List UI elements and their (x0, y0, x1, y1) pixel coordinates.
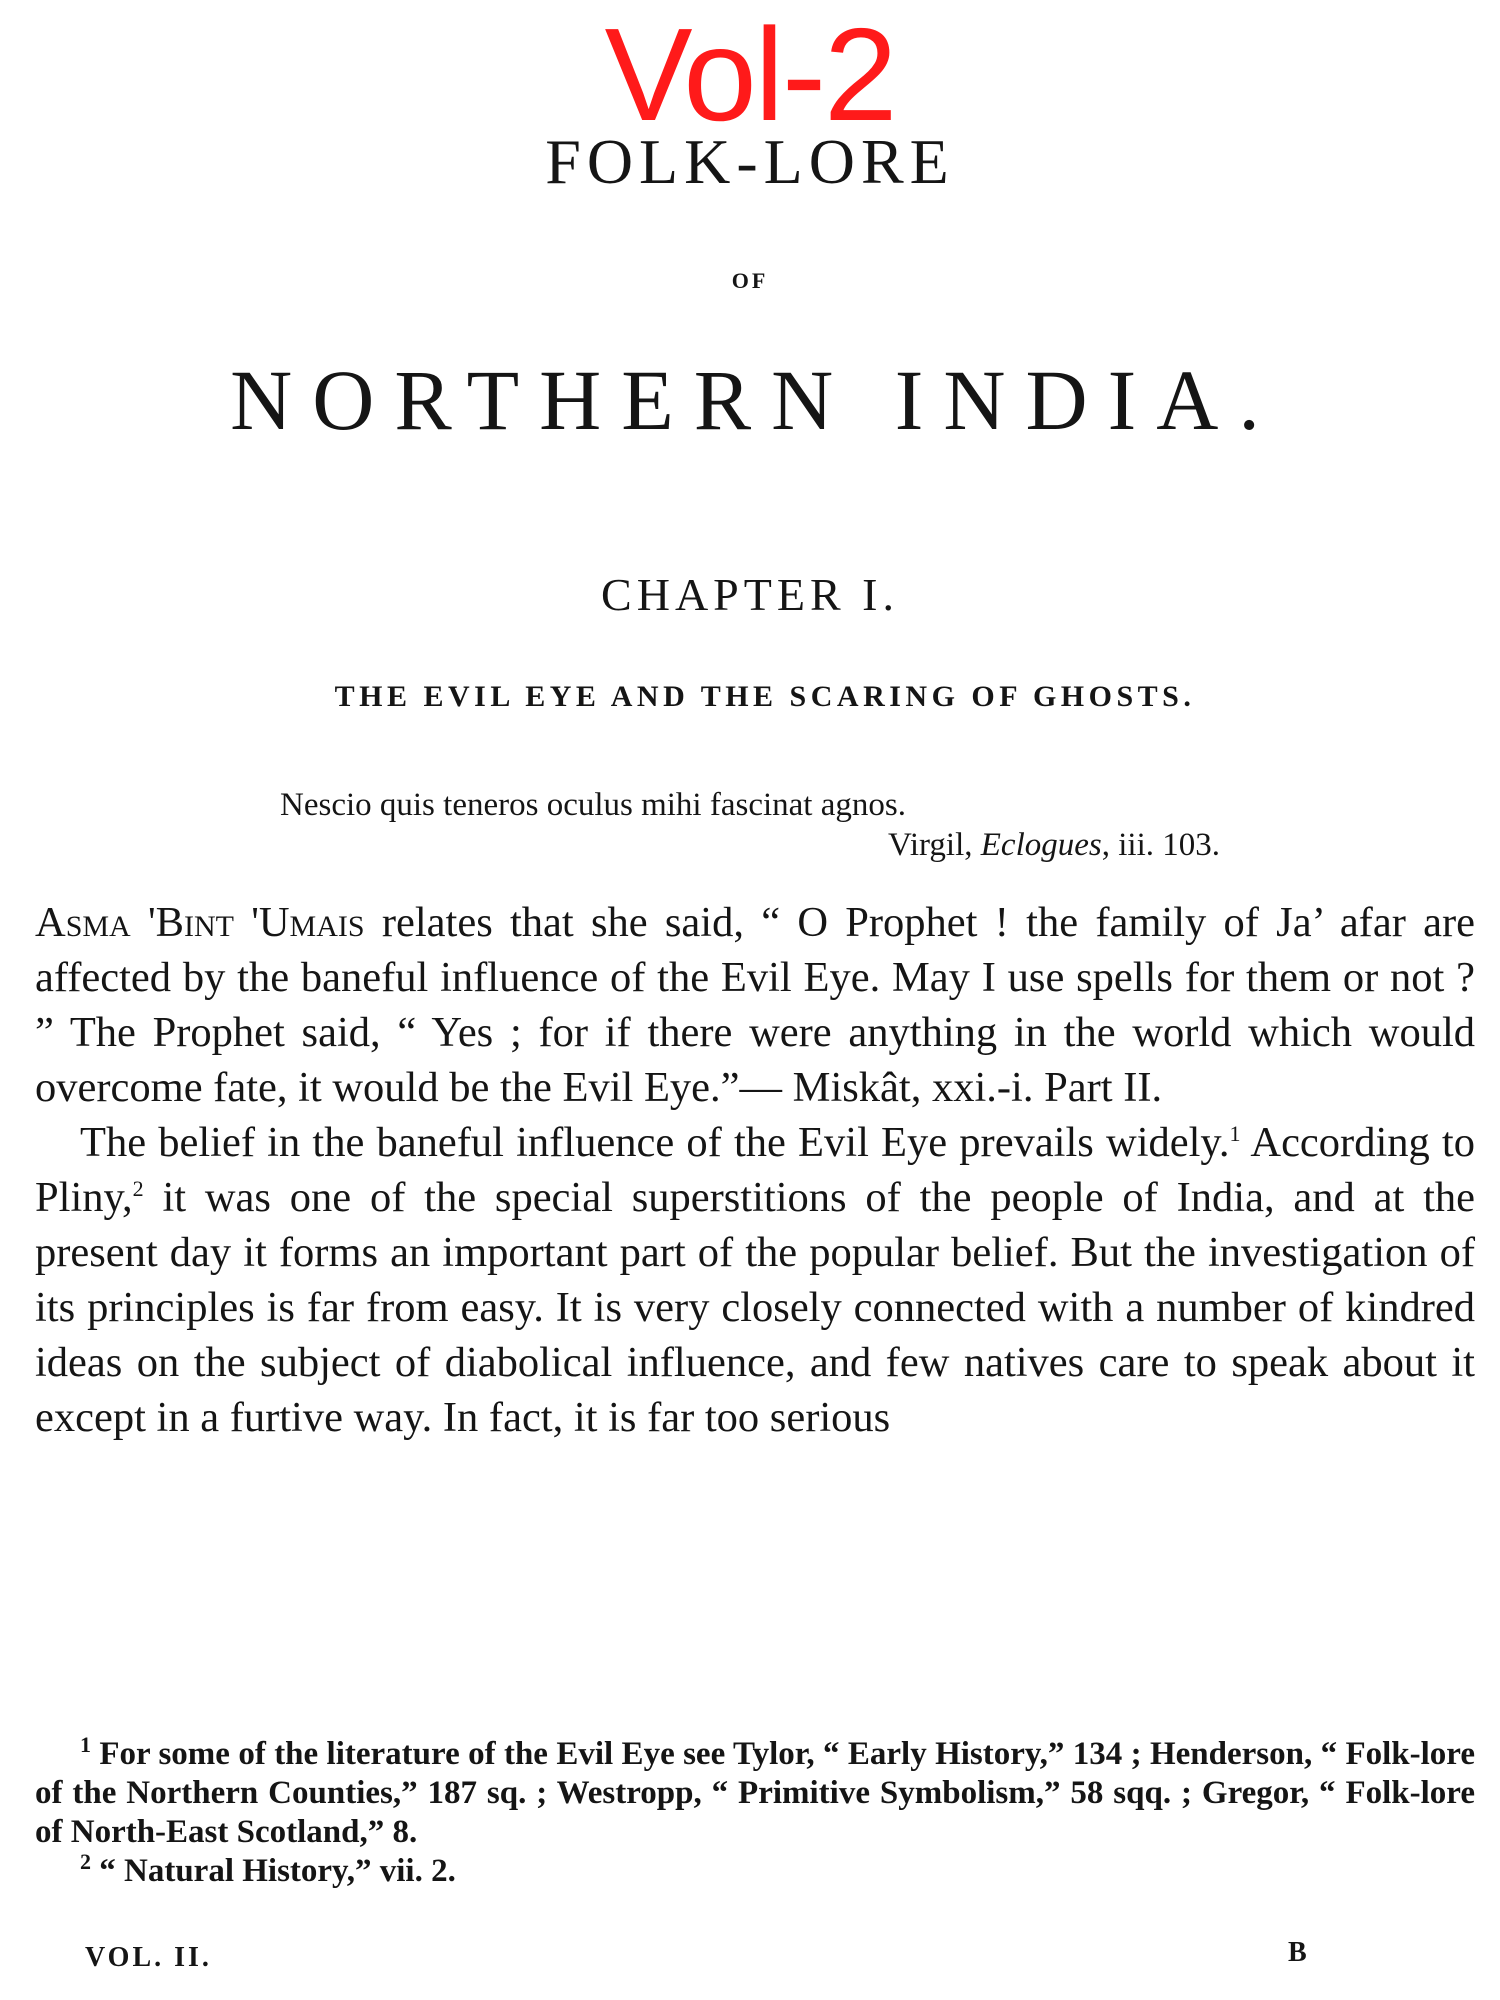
footnote-2-text: “ Natural History,” vii. 2. (91, 1853, 456, 1889)
footnote-1 (35, 1732, 1475, 1852)
epigraph-attribution (280, 825, 1230, 865)
book-title-of: OF (731, 268, 769, 293)
epigraph (280, 785, 1230, 865)
footnote-2-mark: 2 (80, 1849, 91, 1874)
footnote-1-text: For some of the literature of the Evil Eye see Tylor, “ Early History,” 134 ; Henderson, “ Folk-lore of the Northern Counties,” 187 sq. ; Westropp, “ Primitive Symbolism,” 58 sqq. ; Gregor, “ Folk-lore of North-East Scotland,” 8. (35, 1736, 1475, 1850)
volume-tag: Vol-2 (604, 1, 896, 148)
footnote-ref-1: 1 (1229, 1120, 1241, 1146)
epigraph-work: Eclogues (980, 827, 1102, 863)
paragraph-1-text: relates that she said, “ O Prophet ! the family of Ja’ afar are affected by the baneful influence of the Evil Eye. May I use spells for them or not ? ” The Prophet said, “ Yes ; for if there were anything in the world which would overcome fate, it would be the Evil Eye.”— Miskât, xxi.-i. Part II. (35, 899, 1475, 1111)
footnotes (35, 1732, 1475, 1891)
footnote-1-mark: 1 (80, 1732, 91, 1757)
paragraph-2-part3: it was one of the special superstitions of the people of India, and at the present day it forms an important part of the popular belief. But the investigation of its principles is far from easy. It is very closely connected with a number of kindred ideas on the subject of diabolical influence, and few natives care to speak about it except in a furtive way. In fact, it is far too serious (35, 1174, 1475, 1441)
footnote-ref-2: 2 (132, 1175, 144, 1201)
paragraph-1-lead: Asma 'Bint 'Umais (35, 899, 365, 946)
paragraph-2 (35, 1115, 1475, 1445)
epigraph-ref: , iii. 103. (1101, 827, 1220, 863)
book-title-line1: FOLK-LORE (545, 126, 955, 197)
paragraph-2-part2: According to Pliny, (35, 1119, 1475, 1221)
book-title-line2: NORTHERN INDIA. (230, 352, 1280, 448)
body-text (35, 895, 1475, 1445)
epigraph-quote: Nescio quis teneros oculus mihi fascinat agnos. (280, 787, 906, 823)
chapter-title: THE EVIL EYE AND THE SCARING OF GHOSTS. (334, 680, 1196, 713)
signature-mark-right: B (1288, 1937, 1307, 1968)
paragraph-2-part1: The belief in the baneful influence of the Evil Eye prevails widely. (80, 1119, 1230, 1166)
epigraph-author: Virgil, (888, 827, 981, 863)
signature-mark-left: VOL. II. (85, 1942, 212, 1973)
chapter-heading: CHAPTER I. (601, 569, 899, 620)
paragraph-1 (35, 895, 1475, 1115)
footnote-2 (35, 1849, 1475, 1891)
